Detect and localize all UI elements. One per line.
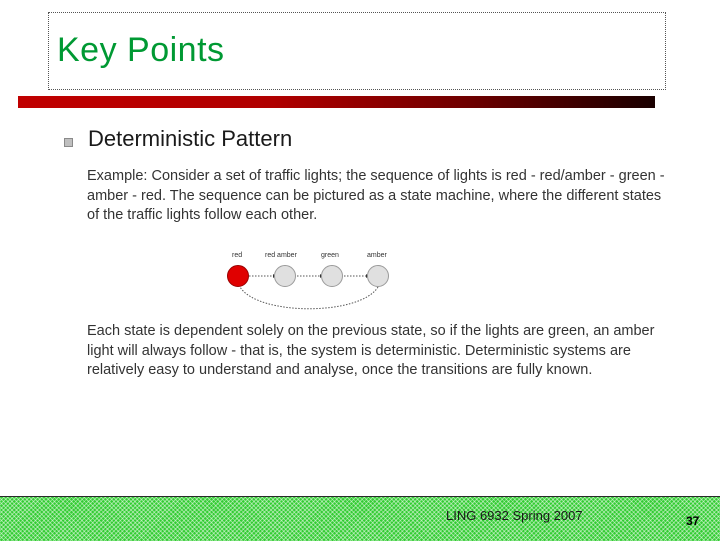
state-label-red-amber: red amber bbox=[265, 252, 297, 259]
state-circle-red-amber bbox=[274, 265, 296, 287]
state-circle-green bbox=[321, 265, 343, 287]
bullet-heading: Deterministic Pattern bbox=[88, 126, 293, 151]
state-label-amber: amber bbox=[367, 252, 387, 259]
slide-title: Key Points bbox=[57, 31, 225, 69]
state-circle-red bbox=[227, 265, 249, 287]
footer-bar bbox=[0, 496, 720, 541]
state-label-green: green bbox=[321, 252, 339, 259]
explanation-paragraph: Each state is dependent solely on the previous state, so if the lights are green, an amber light will always follow - that is, the system is deterministic. Deterministic systems are relatively easy to understand and analyse, once the transitions are fully known. bbox=[87, 323, 655, 378]
footer-course-label: LING 6932 Spring 2007 bbox=[446, 508, 583, 523]
page-number: 37 bbox=[686, 514, 700, 528]
state-circle-amber bbox=[367, 265, 389, 287]
state-label-red: red bbox=[232, 252, 243, 259]
example-paragraph: Example: Consider a set of traffic lights; the sequence of lights is red - red/amber - green - amber - red. The sequence can be pictured as a state machine, where the different states of the traffic lights follow each other. bbox=[87, 168, 665, 223]
